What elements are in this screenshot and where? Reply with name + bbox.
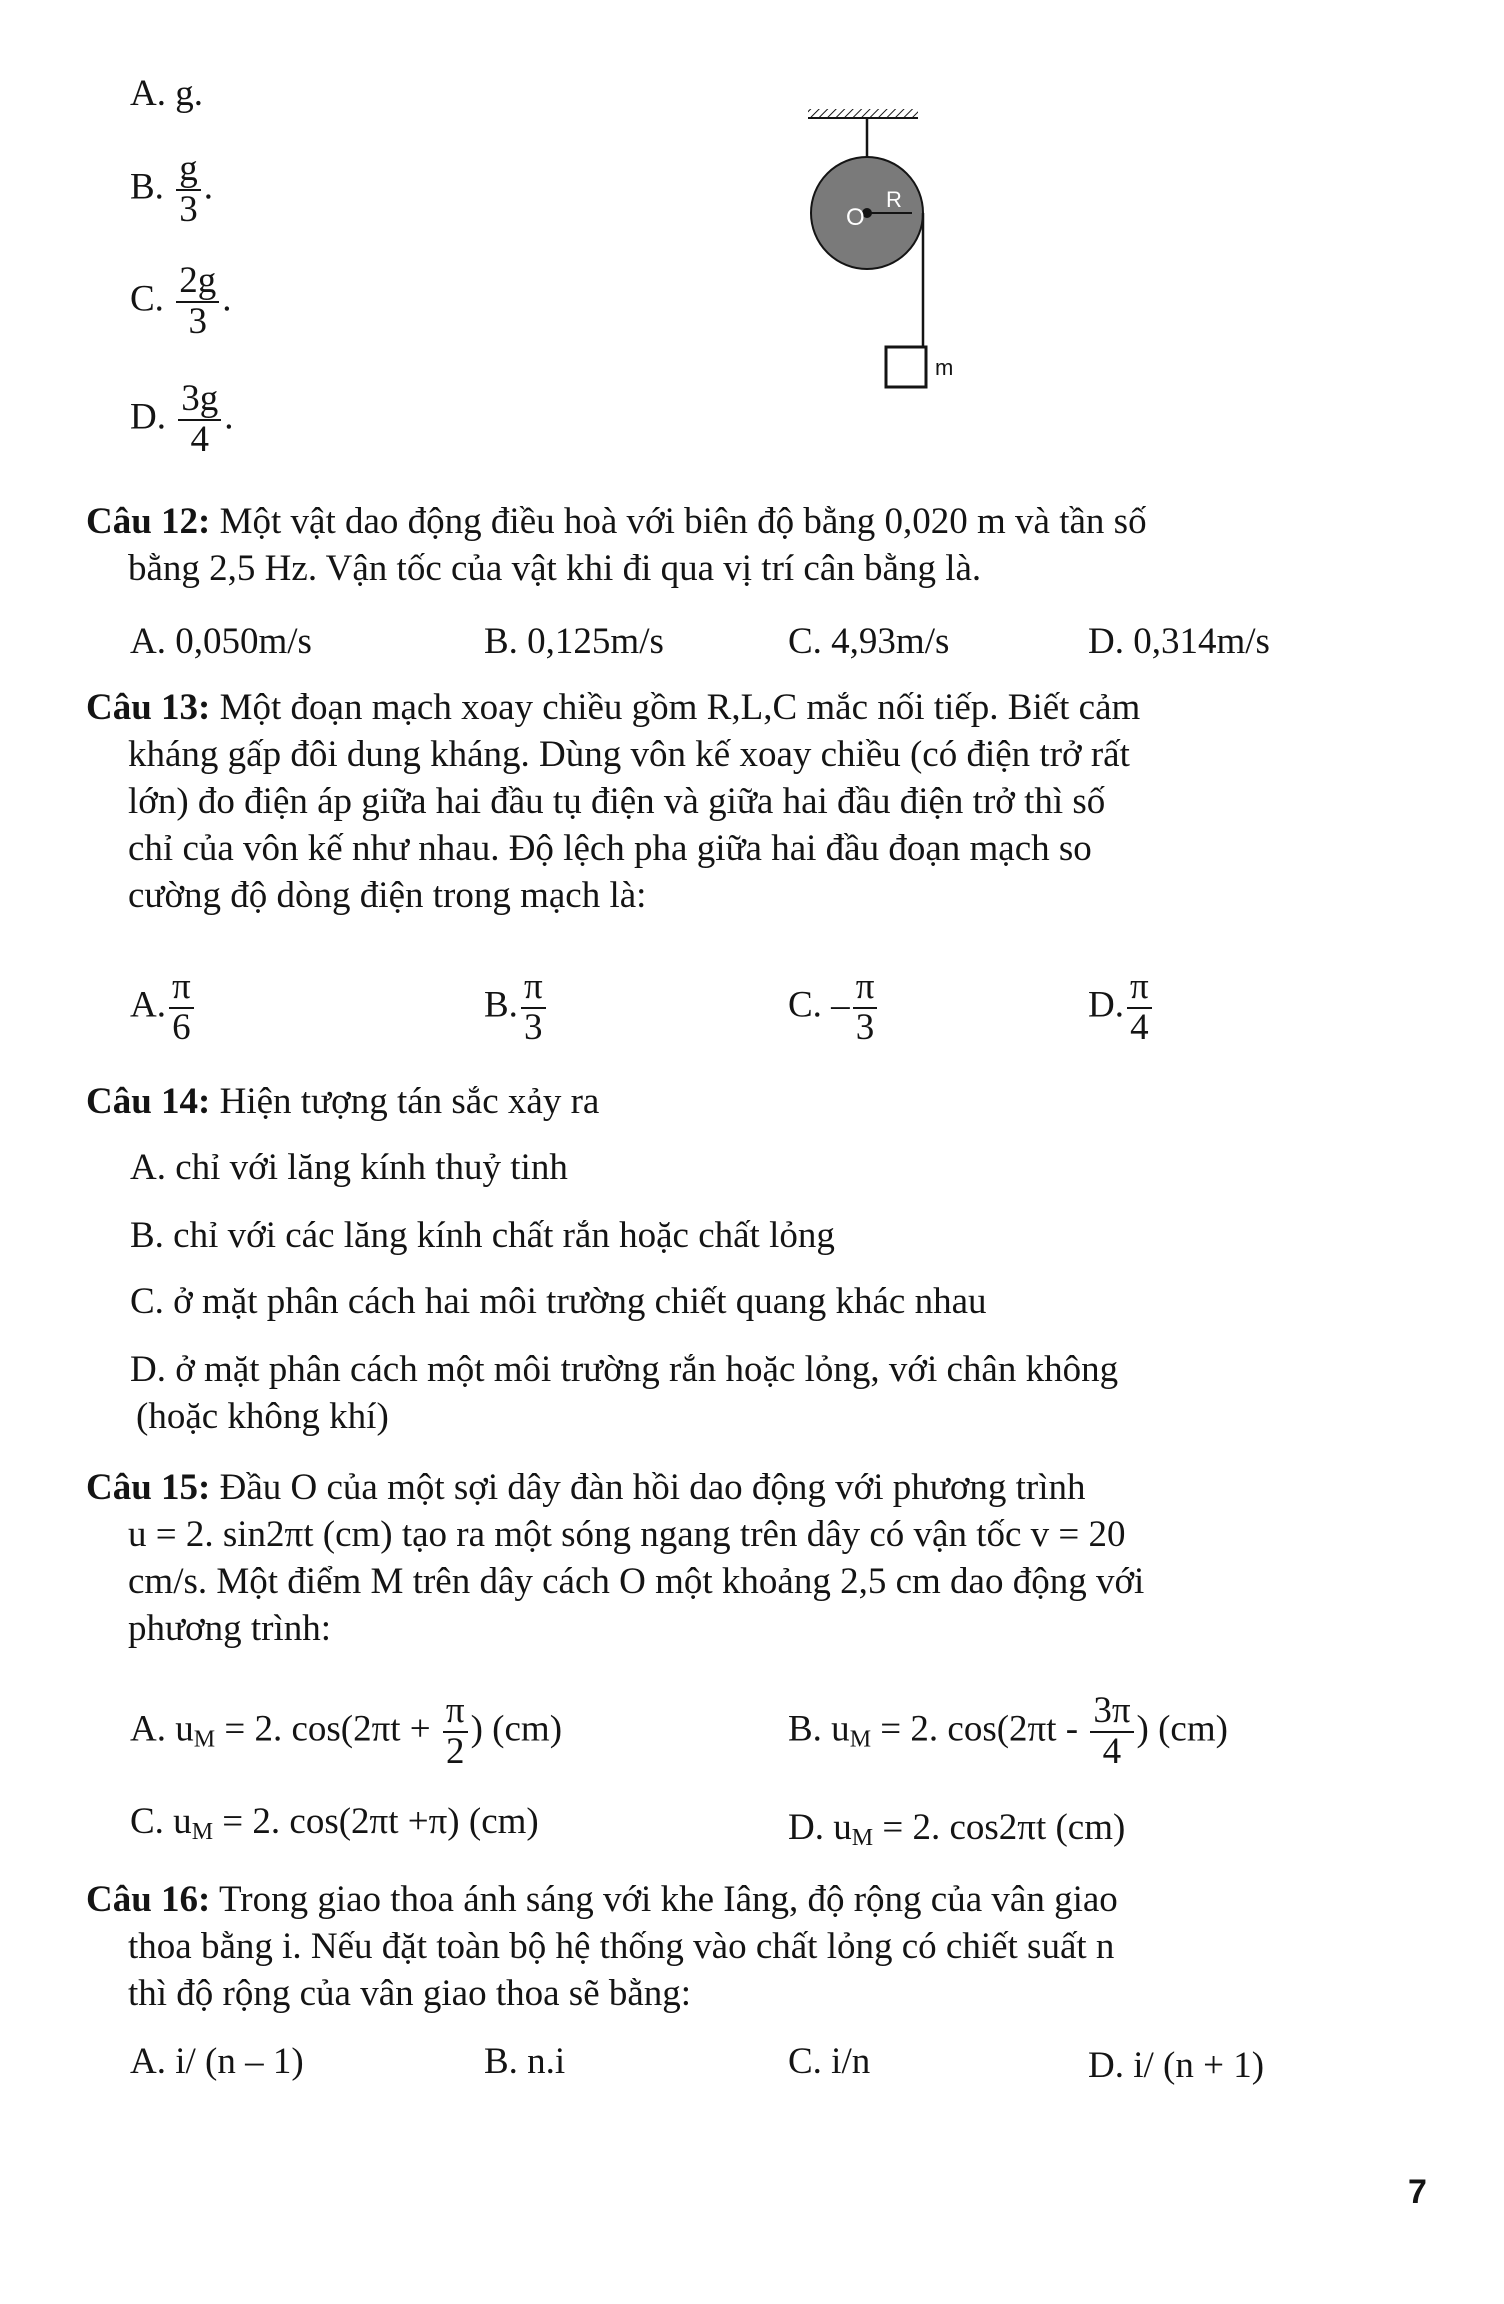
q14-option-c: C. ở mặt phân cách hai môi trường chiết quang khác nhau — [130, 1281, 987, 1322]
mass-block — [886, 347, 926, 387]
q16-option-d: D. i/ (n + 1) — [1088, 2045, 1265, 2086]
q15-option-b: B. $u_M = 2$. cos(2πt - $\frac{3\pi}{4}$ ) (cm) — [788, 1690, 1228, 1772]
fraction: $\frac{2g}{3}$ — [176, 262, 219, 342]
q13-option-b: B. $\frac{\pi}{3}$ — [484, 968, 549, 1048]
q11-option-c: C. $\frac{2g}{3}$ . — [130, 260, 232, 342]
q13-option-d: D. $\frac{\pi}{4}$ — [1088, 968, 1155, 1048]
q15-option-c: C. $u_M = 2$. cos(2πt +π) (cm) — [130, 1801, 539, 1845]
fraction: $\frac{\pi}{6}$ — [169, 968, 194, 1048]
ceiling — [808, 109, 918, 118]
q12-option-c: C. 4,93m/s — [788, 621, 950, 662]
q13-text: Câu 13: Một đoạn mạch xoay chiều gồm R,L,C mắc nối tiếp. Biết cảm kháng gấp đôi dung kháng. Dùng vôn kế xoay chiều (có điện trở rất lớn) đo điện áp giữa hai đầu tụ điện và giữa hai đầu điện trở thì số chỉ của vôn kế như nhau. Độ lệch pha giữa hai đầu đoạn mạch so cường độ dòng điện trong mạch là: — [86, 687, 1141, 916]
fraction: $\frac{3\pi}{4}$ — [1090, 1692, 1133, 1772]
q15-text: Câu 15: Đầu O của một sợi dây đàn hồi dao động với phương trình u = 2. sin2πt (cm) tạo ra một sóng ngang trên dây có vận tốc v = 20 cm/s. Một điểm M trên dây cách O một khoảng 2,5 cm dao động với phương trình: — [86, 1467, 1145, 1649]
label-o: O — [846, 204, 865, 231]
q14-text: Câu 14: Hiện tượng tán sắc xảy ra — [86, 1081, 600, 1122]
q12-option-b: B. 0,125m/s — [484, 621, 664, 662]
q16-option-c: C. i/n — [788, 2041, 871, 2082]
fraction: $\frac{\pi}{4}$ — [1127, 968, 1152, 1048]
fraction: $\frac{\pi}{3}$ — [853, 968, 878, 1048]
label-m: m — [935, 355, 954, 380]
fraction: $\frac{3g}{4}$ — [178, 380, 221, 460]
label-r: R — [886, 187, 902, 212]
q16-option-b: B. n.i — [484, 2041, 566, 2082]
q14-option-d: D. ở mặt phân cách một môi trường rắn hoặc lỏng, với chân không (hoặc không khí) — [130, 1349, 1119, 1437]
q13-option-c: C. – $\frac{\pi}{3}$ — [788, 968, 880, 1048]
q11-option-a: A. g. — [130, 73, 203, 114]
q15-option-d: D. $u_M = 2$. cos2πt (cm) — [788, 1807, 1126, 1851]
q14-option-b: B. chỉ với các lăng kính chất rắn hoặc chất lỏng — [130, 1215, 835, 1256]
fraction: $\frac{\pi}{3}$ — [521, 968, 546, 1048]
q16-text: Câu 16: Trong giao thoa ánh sáng với khe Iâng, độ rộng của vân giao thoa bằng i. Nếu đặt toàn bộ hệ thống vào chất lỏng có chiết suất n thì độ rộng của vân giao thoa sẽ bằng: — [86, 1879, 1118, 2014]
fraction: $\frac{\pi}{2}$ — [443, 1692, 468, 1772]
q13-option-a: A. $\frac{\pi}{6}$ — [130, 968, 197, 1048]
q12-text: Câu 12: Một vật dao động điều hoà với biên độ bằng 0,020 m và tần số bằng 2,5 Hz. Vận tốc của vật khi đi qua vị trí cân bằng là. — [86, 501, 1147, 589]
q15-option-a: A. $u_M = 2$. cos(2πt + $\frac{\pi}{2}$ ) (cm) — [130, 1690, 563, 1772]
q12-option-a: A. 0,050m/s — [130, 621, 312, 662]
fraction: $\frac{g}{3}$ — [176, 150, 201, 230]
q12-option-d: D. 0,314m/s — [1088, 621, 1270, 662]
pulley-diagram — [790, 95, 1000, 415]
q11-option-d: D. $\frac{3g}{4}$ . — [130, 378, 234, 460]
q16-option-a: A. i/ (n – 1) — [130, 2041, 304, 2082]
page-number: 7 — [1408, 2173, 1427, 2211]
q14-option-a: A. chỉ với lăng kính thuỷ tinh — [130, 1147, 568, 1188]
q11-option-b: B. $\frac{g}{3}$ . — [130, 148, 213, 230]
